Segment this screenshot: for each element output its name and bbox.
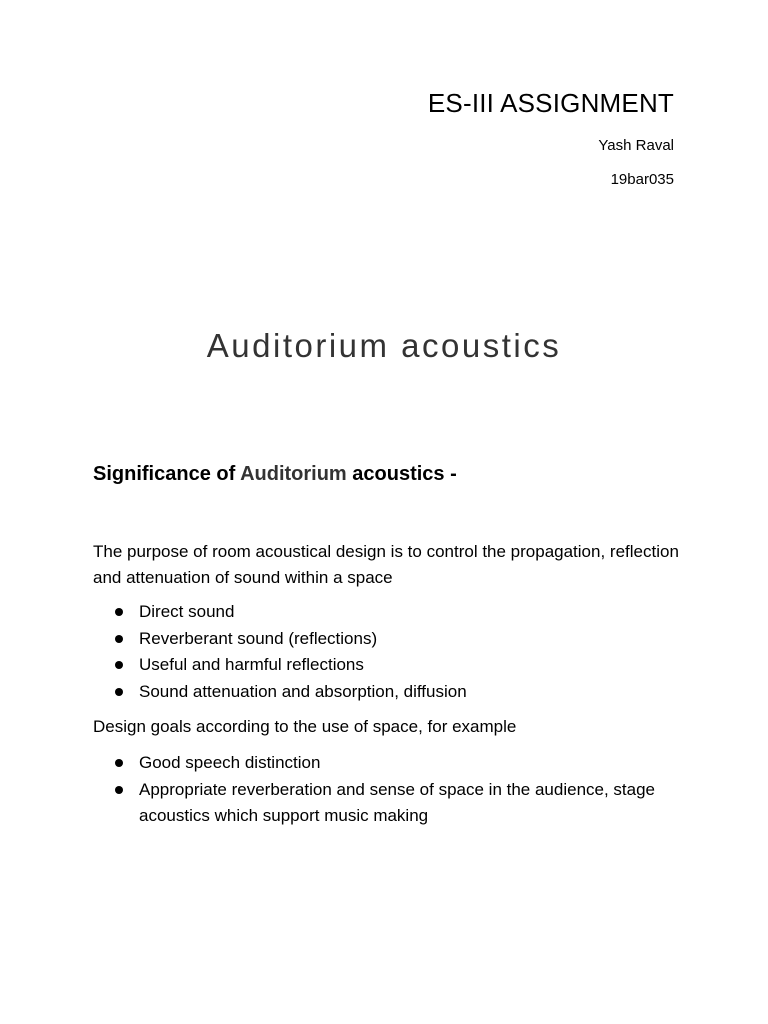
document-main-title: Auditorium acoustics (206, 327, 562, 364)
list-item (93, 679, 683, 706)
list-item (93, 750, 683, 777)
author-name: Yash Raval (598, 137, 674, 154)
design-goals-paragraph: Design goals according to the use of space, for example (93, 717, 517, 736)
list-item (93, 599, 683, 626)
list-item-text: Reverberant sound (reflections) (139, 628, 378, 648)
bullet-icon (115, 608, 123, 616)
assignment-title: ES-III ASSIGNMENT (427, 88, 674, 118)
list-item (93, 652, 683, 679)
section-heading-prefix: Significance of (93, 463, 241, 485)
bullet-icon (115, 688, 123, 696)
sound-components-list (93, 599, 683, 705)
bullet-icon (115, 635, 123, 643)
list-item-text: Good speech distinction (139, 753, 321, 772)
bullet-icon (115, 661, 123, 669)
list-item-text: Direct sound (139, 602, 235, 621)
list-item-text: Useful and harmful reflections (139, 655, 364, 674)
list-item-text: Sound attenuation and absorption, diffusion (139, 681, 467, 701)
roll-number: 19bar035 (610, 171, 674, 188)
section-heading-accent: Auditorium (240, 463, 347, 485)
section-heading-suffix: acoustics - (346, 463, 457, 485)
list-item (93, 626, 683, 653)
section-heading (93, 463, 457, 486)
list-item (93, 777, 683, 830)
bullet-icon (115, 786, 123, 794)
list-item-text: Appropriate reverberation and sense of space in the audience, stage acoustics which support music making (139, 779, 656, 825)
design-goals-list (93, 750, 683, 830)
intro-paragraph: The purpose of room acoustical design is to control the propagation, reflection and attenuation of sound within a space (93, 542, 679, 587)
bullet-icon (115, 759, 123, 767)
